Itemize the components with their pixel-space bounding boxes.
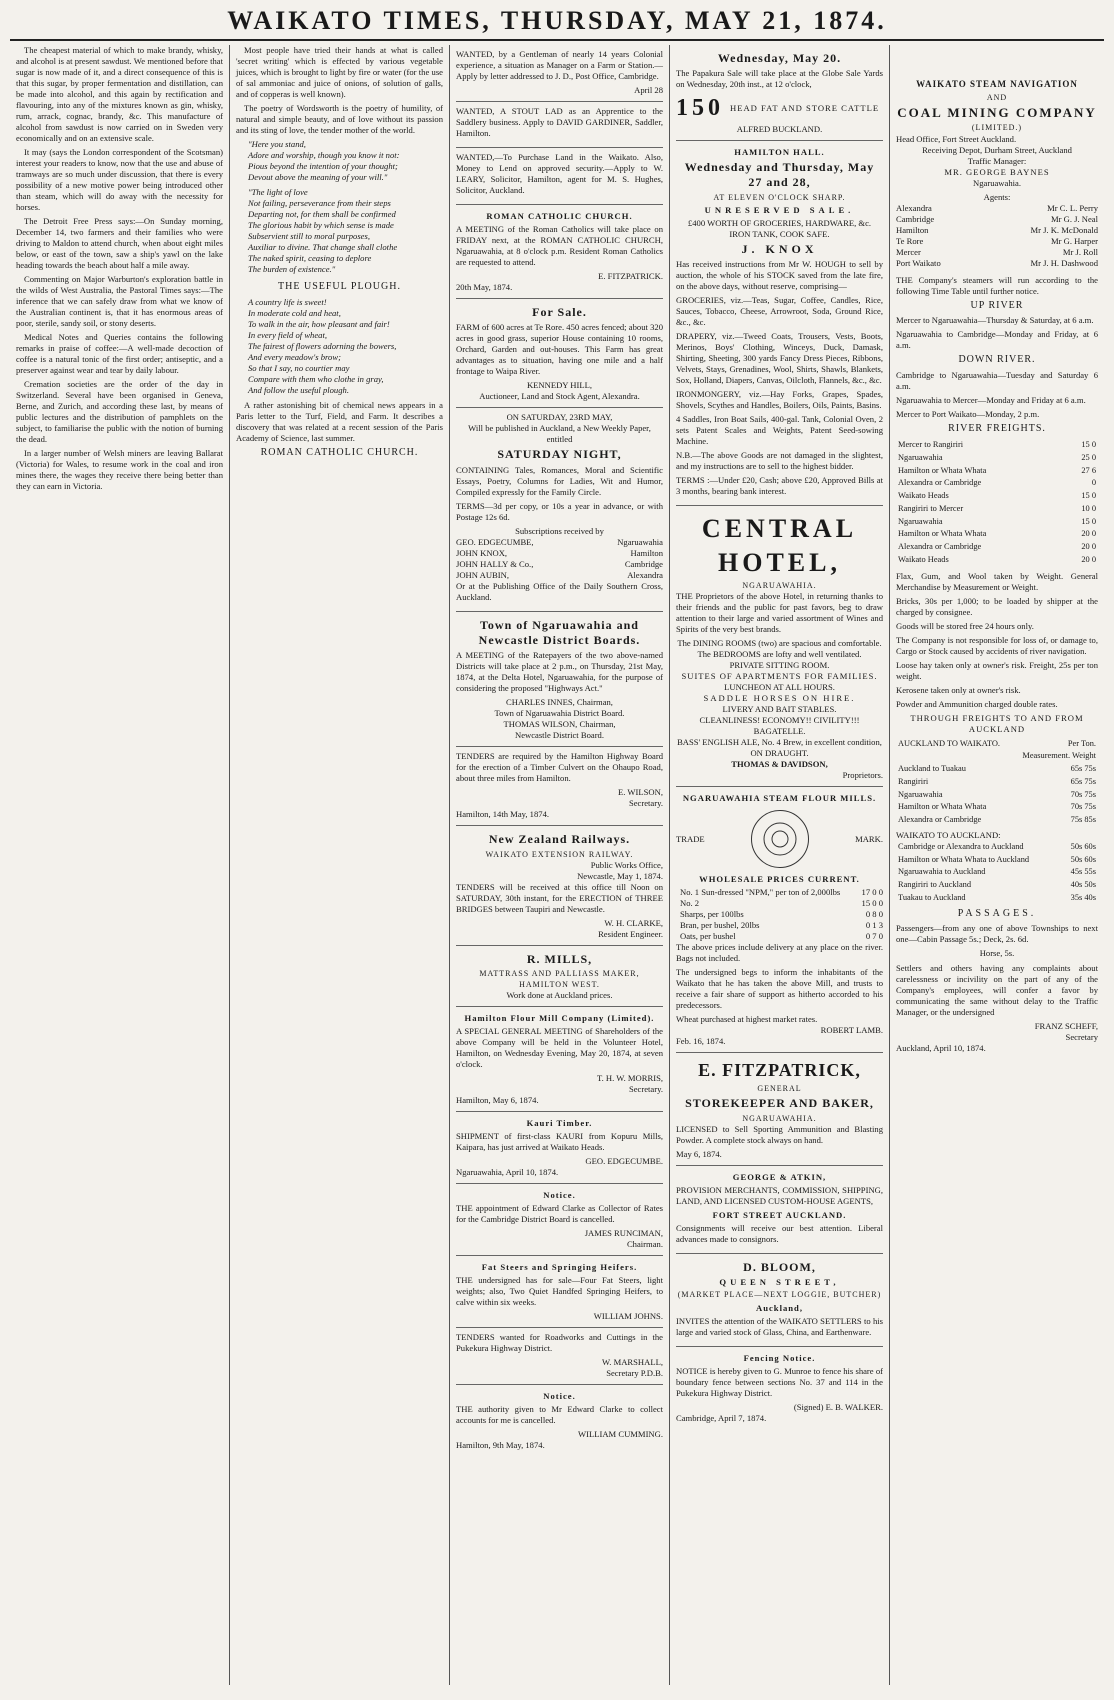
column-5 bbox=[890, 45, 1104, 1685]
table-row: Cambridge or Alexandra to Auckland 50s 60s bbox=[898, 841, 1096, 851]
ad-title: SATURDAY NIGHT, bbox=[497, 447, 622, 462]
ad-date: Wednesday and Thursday, May 27 and 28, bbox=[684, 160, 875, 190]
ad-date: Newcastle, May 1, 1874. bbox=[577, 871, 663, 882]
freight-note: Flax, Gum, and Wool taken by Weight. General Merchandise by Measurement or Weight. bbox=[896, 570, 1098, 592]
ad-title: ROMAN CATHOLIC CHURCH. bbox=[486, 211, 633, 221]
ad-body: The Papakura Sale will take place at the Globe Sale Yards on Wednesday, 20th inst., at 12 o'clock, bbox=[676, 68, 883, 90]
poem-line: And follow the useful plough. bbox=[248, 384, 349, 395]
table-row: Hamilton or Whata Whata 70s 75s bbox=[898, 802, 1096, 812]
timetable-row: Ngaruawahia to Cambridge—Monday and Friday, at 6 a.m. bbox=[896, 329, 1098, 351]
table-row: Hamilton or Whata Whata to Auckland 50s 60s bbox=[898, 854, 1096, 864]
agent-row: Mercer Mr J. Roll bbox=[896, 246, 1098, 257]
poem-line: Auxiliar to divine. That change shall clothe bbox=[248, 242, 398, 252]
table-row: Waikato Heads 15 0 bbox=[898, 491, 1096, 500]
ad-date: Hamilton, 9th May, 1874. bbox=[456, 1439, 545, 1450]
ad-signature: E. FITZPATRICK. bbox=[598, 271, 663, 281]
price-row: Bran, per bushel, 20lbs 0 1 3 bbox=[680, 920, 883, 931]
ad-body: N.B.—The above Goods are not damaged in the slightest, and my instructions are to sell to the highest bidder. bbox=[676, 450, 883, 472]
poem-line: Devout above the meaning of your will." bbox=[248, 172, 388, 182]
ad-body: FARM of 600 acres at Te Rore. 450 acres fenced; about 320 acres in good grass, superior House containing 10 rooms, Orchard, Garden and out-houses. This Farm has great advantages as to situation, having one mile and a half frontage to Waipa River. bbox=[456, 322, 663, 377]
ad-title: Fencing Notice. bbox=[743, 1352, 816, 1363]
table-row: Mercer to Rangiriri 15 0 bbox=[898, 440, 1096, 449]
ad-place: Auckland, bbox=[756, 1302, 803, 1313]
ad-title: Notice. bbox=[543, 1390, 576, 1401]
ad-title: Kauri Timber. bbox=[526, 1117, 593, 1128]
ad-line: Subscriptions received by bbox=[515, 525, 604, 536]
table-row: Ngaruawahia 15 0 bbox=[898, 516, 1096, 526]
agent-row: Port Waikato Mr J. H. Dashwood bbox=[896, 257, 1098, 268]
ad-body: TENDERS wanted for Roadworks and Cuttings in the Pukekura Highway District. bbox=[456, 1331, 663, 1353]
ad-date: Cambridge, April 7, 1874. bbox=[676, 1412, 767, 1423]
price-row: Oats, per bushel 0 7 0 bbox=[680, 931, 883, 942]
ad-line: Receiving Depot, Durham Street, Auckland bbox=[922, 144, 1072, 155]
cattle-description: HEAD FAT AND STORE CATTLE bbox=[730, 103, 880, 114]
poem-line: So that I say, no courtier may bbox=[248, 362, 350, 373]
table-row: Ngaruawahia to Auckland 45s 55s bbox=[898, 867, 1096, 877]
ad-body: The above prices include delivery at any place on the river. Bags not included. bbox=[676, 942, 883, 964]
ad-line: IRON TANK, COOK SAFE. bbox=[729, 229, 830, 240]
poem-title: THE USEFUL PLOUGH. bbox=[278, 281, 401, 292]
ad-body: THE authority given to Mr Edward Clarke to collect accounts for me is cancelled. bbox=[456, 1403, 663, 1425]
column-2 bbox=[230, 45, 450, 1685]
price-row: No. 2 15 0 0 bbox=[680, 898, 883, 909]
ad-signature: ROBERT LAMB. bbox=[820, 1025, 883, 1036]
ad-place: NGARUAWAHIA. bbox=[742, 580, 817, 590]
ad-signature: THOMAS & DAVIDSON, bbox=[731, 759, 828, 770]
poem-line: And every meadow's brow; bbox=[248, 351, 341, 362]
hotel-line: BAGATELLE. bbox=[753, 726, 806, 737]
ad-body: NOTICE is hereby given to G. Munroe to fence his share of boundary fence between sections No. 37 and 114 in the Pukekura Highway District. bbox=[676, 1365, 883, 1398]
poem-line: Subservient still to moral purposes, bbox=[248, 231, 370, 241]
section-heading: ROMAN CATHOLIC CHURCH. bbox=[260, 446, 419, 458]
ad-subtitle: UNRESERVED SALE. bbox=[704, 205, 855, 216]
ad-body: Or at the Publishing Office of the Daily Southern Cross, Auckland. bbox=[456, 580, 663, 602]
poem-line: The fairest of flowers adorning the bowers, bbox=[248, 340, 397, 351]
ad-place: NGARUAWAHIA. bbox=[742, 1113, 817, 1123]
ad-wanted-1 bbox=[456, 45, 663, 102]
freight-note: Bricks, 30s per 1,000; to be loaded by shipper at the charged by consignee. bbox=[896, 595, 1098, 617]
column-1 bbox=[10, 45, 230, 1685]
ad-line: Wheat purchased at highest market rates. bbox=[676, 1014, 818, 1025]
ad-town-boards bbox=[456, 612, 663, 748]
ad-line: Traffic Manager: bbox=[967, 155, 1027, 166]
ad-signature-role: Resident Engineer. bbox=[598, 929, 663, 940]
ad-body: WANTED, A STOUT LAD as an Apprentice to the Saddlery business. Apply to DAVID GARDINER, Saddler, Hamilton. bbox=[456, 106, 663, 138]
ad-signature-role: Proprietors. bbox=[842, 770, 883, 781]
ad-line: Head Office, Fort Street Auckland. bbox=[896, 133, 1017, 144]
ad-body: Work done at Auckland prices. bbox=[506, 989, 613, 1000]
ad-title: Notice. bbox=[543, 1189, 576, 1200]
price-row: No. 1 Sun-dressed "NPM," per ton of 2,000lbs 17 0 0 bbox=[680, 887, 883, 898]
ad-body: IRONMONGERY, viz.—Hay Forks, Grapes, Spades, Shovels, Scythes and Handles, Boilers, Oils, Paints, Basins. bbox=[676, 389, 883, 411]
back-freight-table bbox=[896, 841, 1098, 905]
ad-signature: CHARLES INNES, Chairman, bbox=[506, 697, 613, 708]
table-header: AUCKLAND TO WAIKATO. Per Ton. bbox=[898, 738, 1096, 748]
ad-time: AT ELEVEN O'CLOCK SHARP. bbox=[713, 192, 846, 202]
table-row: Hamilton or Whata Whata 27 6 bbox=[898, 465, 1096, 475]
ad-title: J. KNOX bbox=[741, 242, 818, 257]
article-paragraph: Commenting on Major Warburton's exploration battle in the wilds of West Australia, the Pastoral Times says:—The inference that we can safely draw from what we know of the Australian continent is, that it has enormous areas of poor, sterile, sandy soil, or stony deserts. bbox=[16, 274, 223, 328]
cattle-count: 150 bbox=[676, 95, 724, 122]
section-heading: RIVER FREIGHTS. bbox=[948, 423, 1046, 435]
ad-subtitle: QUEEN STREET, bbox=[719, 1277, 840, 1288]
ad-title: Fat Steers and Springing Heifers. bbox=[481, 1261, 638, 1272]
ad-subtitle: AND bbox=[986, 92, 1008, 102]
hotel-line: LIVERY AND BAIT STABLES. bbox=[722, 704, 837, 715]
article-paragraph: Cremation societies are the order of the day in Switzerland. Several have been organised in Geneva, Berne, and Zurich, and according these last, by means of public lectures and the distribution of pamphlets on the subject, to familiarise the public with the notion of burning the dead. bbox=[16, 379, 223, 444]
cattle-line bbox=[676, 93, 883, 124]
ad-george-atkin bbox=[676, 1166, 883, 1254]
section-heading: WAIKATO TO AUCKLAND: bbox=[896, 829, 1001, 840]
hotel-line: SUITES OF APARTMENTS FOR FAMILIES. bbox=[681, 671, 878, 682]
poem-line: In moderate cold and heat, bbox=[248, 307, 341, 318]
article-paragraph: Most people have tried their hands at what is called 'secret writing' which is effected by various vegetable juices, which is brought to light by fire or water (for the use of sal ammoniac and juice of onions, of solution of galls, and of copperas is well known). bbox=[236, 45, 443, 99]
ad-signature: FRANZ SCHEFF, bbox=[1034, 1021, 1098, 1032]
ad-title: For Sale. bbox=[532, 305, 587, 319]
ad-notice-2 bbox=[456, 1385, 663, 1456]
hotel-line: LUNCHEON AT ALL HOURS. bbox=[724, 682, 835, 693]
poem-line: "Here you stand, bbox=[248, 139, 306, 149]
ad-title: New Zealand Railways. bbox=[488, 832, 631, 847]
ad-subtitle: MATTRASS AND PALLIASS MAKER, bbox=[479, 969, 640, 979]
ad-signature: ALFRED BUCKLAND. bbox=[736, 124, 823, 135]
hotel-line: The BEDROOMS are lofty and well ventilated. bbox=[697, 649, 862, 660]
ad-title: D. BLOOM, bbox=[743, 1260, 816, 1275]
article-paragraph: A rather astonishing bit of chemical news appears in a Paris letter to the Turf, Field, and Farm. It describes a discovery that was related at a recent session of the Paris Academy of Science, last summer. bbox=[236, 399, 443, 443]
ad-signature: (Signed) E. B. WALKER. bbox=[793, 1401, 883, 1412]
ad-body: INVITES the attention of the WAIKATO SETTLERS to his large and varied stock of Glass, China, and Earthenware. bbox=[676, 1315, 883, 1337]
ad-body: TENDERS are required by the Hamilton Highway Board for the erection of a Timber Culvert on the Ohaupo Road, about three miles from Hamilton. bbox=[456, 751, 663, 784]
table-header: Measurement. Weight bbox=[1022, 751, 1096, 761]
price-row: Sharps, per 100lbs 0 8 0 bbox=[680, 909, 883, 920]
ad-title: Hamilton Flour Mill Company (Limited). bbox=[464, 1012, 655, 1023]
ad-signature: T. H. W. MORRIS, bbox=[597, 1072, 663, 1083]
ad-line: Horse, 5s. bbox=[979, 948, 1015, 959]
agent-row: Cambridge Mr G. J. Neal bbox=[896, 213, 1098, 224]
poem-line: Compare with them who clothe in gray, bbox=[248, 373, 384, 384]
table-row: Waikato Heads 20 0 bbox=[898, 554, 1096, 564]
timetable-row: Ngaruawahia to Mercer—Monday and Friday at 6 a.m. bbox=[896, 395, 1086, 406]
poem-line: The burden of existence." bbox=[248, 264, 336, 274]
agent-row: Hamilton Mr J. K. McDonald bbox=[896, 224, 1098, 235]
ad-wanted-3 bbox=[456, 148, 663, 205]
ad-body: TENDERS will be received at this office till Noon on SATURDAY, 30th instant, for the ERECTION of THREE BRIDGES between Taupiri and Newcastle. bbox=[456, 882, 663, 915]
column-3 bbox=[450, 45, 670, 1685]
ad-body: DRAPERY, viz.—Tweed Coats, Trousers, Vests, Boots, Merinos, Boys' Clothing, Winceys, Duck, Damask, Shirting, Sheeting, 300 yards Fancy Dress Pieces, Ribbons, Velvets, Stays, Grenadines, Wool, Shirts, Shawls, Blankets, Sox, Holland, Diapers, Canvas, Oilcloth, Flannels, &c., &c. bbox=[676, 331, 883, 386]
ad-body: The undersigned begs to inform the inhabitants of the Waikato that he has taken the above Mill, and trusts to receive a fair share of support as hitherto accorded to his predecessors. bbox=[676, 967, 883, 1011]
table-row: Alexandra or Cambridge 0 bbox=[898, 478, 1096, 488]
table-row: Ngaruawahia 70s 75s bbox=[898, 789, 1096, 799]
ad-place: FORT STREET AUCKLAND. bbox=[712, 1210, 847, 1221]
ad-signature-role: Chairman. bbox=[626, 1238, 663, 1249]
ad-roman-catholic bbox=[456, 205, 663, 299]
columns bbox=[10, 45, 1104, 1685]
ad-body: CONTAINING Tales, Romances, Moral and Scientific Essays, Poetry, Columns for Ladies, Wit and Humor, Compiled expressly for the Family Circle. bbox=[456, 464, 663, 497]
freight-note: Goods will be stored free 24 hours only. bbox=[896, 620, 1034, 631]
poem-line: In every field of wheat, bbox=[248, 329, 327, 340]
ad-mills bbox=[456, 946, 663, 1007]
article-paragraph: In a larger number of Welsh miners are leaving Ballarat (Victoria) for Wales, to resume work in the coal and iron mines there, the wages they receive there being better than they can earn in Victoria. bbox=[16, 448, 223, 491]
poem-line: "The light of love bbox=[248, 187, 308, 197]
ad-signature: KENNEDY HILL, bbox=[526, 380, 593, 391]
ad-signature: W. MARSHALL, bbox=[601, 1356, 663, 1367]
hotel-line: PRIVATE SITTING ROOM. bbox=[729, 660, 830, 671]
ad-notice bbox=[456, 1184, 663, 1256]
section-heading: THROUGH FREIGHTS TO AND FROM AUCKLAND bbox=[910, 712, 1084, 734]
ad-fencing-notice bbox=[676, 1347, 883, 1429]
section-heading: DOWN RIVER. bbox=[958, 354, 1036, 366]
table-row: Ngaruawahia 25 0 bbox=[898, 452, 1096, 462]
table-row: Rangiriri to Auckland 40s 50s bbox=[898, 880, 1096, 889]
ad-central-hotel bbox=[676, 506, 883, 787]
poem-line: The naked spirit, ceasing to deplore bbox=[248, 253, 372, 263]
ad-date: April 28 bbox=[634, 85, 663, 95]
ad-signature: GEO. EDGECUMBE. bbox=[585, 1155, 663, 1166]
poem-block bbox=[236, 187, 443, 275]
ad-terms: TERMS—3d per copy, or 10s a year in advance, or with Postage 12s 6d. bbox=[456, 500, 663, 522]
table-row: Alexandra or Cambridge 20 0 bbox=[898, 542, 1096, 551]
ad-body: WANTED, by a Gentleman of nearly 14 years Colonial experience, a situation as Manager on a Farm or Station.—Apply by letter addressed to J. D., Post Office, Cambridge. bbox=[456, 49, 663, 81]
ad-signature: WILLIAM CUMMING. bbox=[578, 1428, 663, 1439]
ad-body: GROCERIES, viz.—Teas, Sugar, Coffee, Candles, Rice, Sauces, Tobacco, Cheese, Arrowroot, Soda, Ground Rice, &c., &c. bbox=[676, 295, 883, 328]
ad-title: CENTRAL HOTEL, bbox=[701, 514, 858, 577]
agent-row: Alexandra Mr C. L. Perry bbox=[896, 202, 1098, 213]
poem-block bbox=[236, 297, 443, 396]
section-heading: PASSAGES. bbox=[957, 907, 1037, 919]
timetable-row: Mercer to Port Waikato—Monday, 2 p.m. bbox=[896, 409, 1040, 420]
article-paragraph: The poetry of Wordsworth is the poetry of humility, of natural and simple beauty, and of love without its passion and its sting of love, the tender mother of the world. bbox=[236, 103, 443, 135]
ad-nz-railways bbox=[456, 826, 663, 946]
ad-date: 20th May, 1874. bbox=[456, 282, 513, 292]
freight-note: Kerosene taken only at owner's risk. bbox=[896, 684, 1021, 695]
poem-line: To walk in the air, how pleasant and fair! bbox=[248, 318, 390, 329]
ad-body: THE undersigned has for sale—Four Fat Steers, light weights; also, Two Quiet Handfed Springing Heifers, to calve within six weeks. bbox=[456, 1274, 663, 1307]
trade-mark-seal bbox=[751, 810, 809, 868]
ad-body: THE appointment of Edward Clarke as Collector of Rates for the Cambridge District Board is cancelled. bbox=[456, 1202, 663, 1224]
ad-signature-role: Secretary. bbox=[628, 798, 663, 809]
ad-saturday-night bbox=[456, 408, 663, 611]
ad-signature: THOMAS WILSON, Chairman, bbox=[503, 719, 616, 730]
ad-body: A MEETING of the Ratepayers of the two above-named Districts will take place at 2 p.m., on Thursday, 21st May, 1874, at the Delta Hotel, Ngaruawahia, for the purpose of considering the proposed "Highways Act." bbox=[456, 650, 663, 694]
page-title: WAIKATO TIMES, THURSDAY, MAY 21, 1874. bbox=[227, 6, 887, 35]
freight-note: The Company is not responsible for loss of, or damage to, Cargo or Stock caused by accidents of river navigation. bbox=[896, 634, 1098, 656]
ad-date: May 6, 1874. bbox=[676, 1149, 722, 1160]
column-4 bbox=[670, 45, 890, 1685]
ad-signature-role: Secretary bbox=[1065, 1032, 1098, 1043]
ad-body: THE Company's steamers will run according to the following Time Table until further notice. bbox=[896, 274, 1098, 296]
table-row: Tuakau to Auckland 35s 40s bbox=[898, 892, 1096, 902]
ad-body: A SPECIAL GENERAL MEETING of Shareholders of the above Company will be held in the Volunteer Hotel, Hamilton, on Wednesday Evening, May 20, 1874, at seven o'clock. bbox=[456, 1025, 663, 1069]
ad-signature: W. H. CLARKE, bbox=[604, 918, 663, 929]
ad-signature-role: Town of Ngaruawahia District Board. bbox=[494, 708, 625, 719]
article-paragraph: The Detroit Free Press says:—On Sunday morning, December 14, two farmers and their families who were driving to Maldon to attend church, when about eight miles below, or east of the town, saw a ship's yawl on the lake heading towards the beach about half a mile away. bbox=[16, 216, 223, 270]
ad-fitzpatrick bbox=[676, 1053, 883, 1166]
trade-label: TRADE bbox=[676, 833, 705, 844]
ad-subtitle: STOREKEEPER AND BAKER, bbox=[685, 1096, 874, 1111]
agent-row: Te Rore Mr G. Harper bbox=[896, 235, 1098, 246]
ad-body: PROVISION MERCHANTS, COMMISSION, SHIPPING, LAND, AND LICENSED CUSTOM-HOUSE AGENTS, bbox=[676, 1185, 883, 1207]
agent-row: JOHN AUBIN, Alexandra bbox=[456, 569, 663, 580]
ad-bloom bbox=[676, 1254, 883, 1347]
ad-place: HAMILTON WEST. bbox=[519, 979, 600, 989]
ad-date: Hamilton, May 6, 1874. bbox=[456, 1094, 539, 1105]
table-row: Rangiriri to Mercer 10 0 bbox=[898, 503, 1096, 513]
ad-date: Auckland, April 10, 1874. bbox=[896, 1043, 986, 1054]
freight-note: Loose hay taken only at owner's risk. Freight, 25s per ton weight. bbox=[896, 659, 1098, 681]
agent-row: GEO. EDGECUMBE, Ngaruawahia bbox=[456, 536, 663, 547]
timetable-row: Cambridge to Ngaruawahia—Tuesday and Saturday 6 a.m. bbox=[896, 370, 1098, 392]
ad-line: £400 WORTH OF GROCERIES, HARDWARE, &c. bbox=[687, 218, 872, 229]
ad-signature-role: Newcastle District Board. bbox=[514, 730, 604, 741]
ad-papakura-sale bbox=[676, 45, 883, 141]
agent-row: JOHN HALLY & Co., Cambridge bbox=[456, 558, 663, 569]
ad-subtitle: WAIKATO EXTENSION RAILWAY. bbox=[485, 849, 634, 859]
ad-body: LICENSED to Sell Sporting Ammunition and Blasting Powder. A complete stock always on hand. bbox=[676, 1124, 883, 1146]
section-heading: UP RIVER bbox=[970, 299, 1024, 311]
poem-block bbox=[236, 139, 443, 183]
ad-subtitle: GENERAL bbox=[757, 1084, 802, 1094]
ad-for-sale bbox=[456, 299, 663, 408]
ad-subtitle: WHOLESALE PRICES CURRENT. bbox=[699, 874, 860, 885]
freight-note: Powder and Ammunition charged double rates. bbox=[896, 698, 1058, 709]
ad-steam-flour-mills bbox=[676, 787, 883, 1053]
ad-signature: E. WILSON, bbox=[618, 787, 663, 798]
ad-title: COAL MINING COMPANY bbox=[897, 104, 1097, 120]
trade-mark-row bbox=[676, 806, 883, 872]
ad-body: WANTED,—To Purchase Land in the Waikato. Also, Money to Lend on approved security.—Apply to W. LEARY, Solicitor, Hamilton, agent for M. S. Hughes, Solicitor, Auckland. bbox=[456, 152, 663, 195]
article-paragraph: It may (says the London correspondent of the Scotsman) interest your readers to know, now that the use and abuse of tramways are so much under discussion, that there is every possibility of a new motive power being introduced other than steam, which will do away with the necessity for horses. bbox=[16, 147, 223, 212]
ad-subtitle: (LIMITED.) bbox=[971, 123, 1023, 133]
ad-subtitle: (MARKET PLACE—NEXT LOGGIE, BUTCHER) bbox=[677, 1290, 882, 1300]
ad-tenders-2 bbox=[456, 1328, 663, 1385]
ad-hamilton-hall bbox=[676, 141, 883, 506]
masthead bbox=[10, 6, 1104, 41]
ad-body: Passengers—from any one of above Townships to next one—Cabin Passage 5s.; Deck, 2s. 6d. bbox=[896, 923, 1098, 945]
ad-line: MR. GEORGE BAYNES bbox=[944, 166, 1050, 177]
ad-signature-role: Secretary P.D.B. bbox=[606, 1367, 663, 1378]
ad-date: Ngaruawahia, April 10, 1874. bbox=[456, 1166, 559, 1177]
ad-line: Public Works Office, bbox=[590, 860, 663, 871]
ad-date: Feb. 16, 1874. bbox=[676, 1036, 726, 1047]
ad-line: Will be published in Auckland, a New Weekly Paper, entitled bbox=[468, 423, 651, 445]
ad-title: GEORGE & ATKIN, bbox=[732, 1172, 827, 1183]
table-row: Rangiriri 65s 75s bbox=[898, 776, 1096, 786]
hotel-line: BASS' ENGLISH ALE, No. 4 Brew, in excellent condition, ON DRAUGHT. bbox=[677, 737, 882, 759]
ad-wanted-2 bbox=[456, 102, 663, 148]
agent-row: JOHN KNOX, Hamilton bbox=[456, 547, 663, 558]
ad-title: Town of Ngaruawahia and Newcastle District Boards. bbox=[478, 617, 641, 648]
ad-title: NGARUAWAHIA STEAM FLOUR MILLS. bbox=[682, 793, 877, 804]
table-row: Alexandra or Cambridge 75s 85s bbox=[898, 815, 1096, 824]
ad-title: WAIKATO STEAM NAVIGATION bbox=[916, 79, 1078, 89]
ad-terms: TERMS :—Under £20, Cash; above £20, Approved Bills at 3 months, bearing bank interest. bbox=[676, 475, 883, 497]
article-paragraph: The cheapest material of which to make brandy, whisky, and alcohol is at present sawdust. We mentioned before that sugar is now made of it, and a direct consequence of this is that this sugar, by proper fermentation and distillation, can be made into alcohol, and this again by rectification and flavouring, into any of the mixtures known as gin, whisky, rum, arrack, cognac, brandy, &c. This manufacture of alcohol from sawdust is now carried on in Sweden very economically and on an extensive scale. bbox=[16, 45, 223, 143]
poem-line: Departing not, for them shall be confirmed bbox=[248, 209, 396, 219]
ad-body: SHIPMENT of first-class KAURI from Kopuru Mills, Kaipara, has just arrived at Waikato Heads. bbox=[456, 1130, 663, 1152]
poem-line: Not failing, perseverance from their steps bbox=[248, 198, 391, 208]
ad-title: Wednesday, May 20. bbox=[717, 51, 842, 65]
ad-body: Has received instructions from Mr W. HOUGH to sell by auction, the whole of his STOCK saved from the late fire, on the above days, without reserve, comprising— bbox=[676, 259, 883, 292]
through-freight-table bbox=[896, 738, 1098, 827]
ad-date: ON SATURDAY, 23RD MAY, bbox=[506, 412, 613, 423]
mark-label: MARK. bbox=[855, 833, 883, 844]
ad-tenders bbox=[456, 747, 663, 826]
timetable-row: Mercer to Ngaruawahia—Thursday & Saturday, at 6 a.m. bbox=[896, 315, 1094, 326]
ad-date: Hamilton, 14th May, 1874. bbox=[456, 809, 550, 820]
ad-signature-role: Secretary. bbox=[628, 1083, 663, 1094]
ad-signature: WILLIAM JOHNS. bbox=[593, 1310, 663, 1321]
table-row: Hamilton or Whata Whata 20 0 bbox=[898, 529, 1096, 539]
hotel-line: The DINING ROOMS (two) are spacious and comfortable. bbox=[677, 638, 882, 649]
hotel-line: CLEANLINESS! ECONOMY!! CIVILITY!!! bbox=[699, 715, 860, 726]
poem-line: Pious beyond the intention of your thought; bbox=[248, 161, 398, 171]
ad-signature-role: Auctioneer, Land and Stock Agent, Alexandra. bbox=[479, 391, 640, 402]
ad-body: THE Proprietors of the above Hotel, in returning thanks to their friends and the public for past favors, beg to draw attention to their large and varied assortment of Wines and Spirits of the very best brands. bbox=[676, 591, 883, 635]
ad-title: R. MILLS, bbox=[526, 952, 593, 967]
article-paragraph: Medical Notes and Queries contains the following remarks in praise of coffee:—A well-made decoction of coffee is a natural tonic of the first order; antiseptic, and a preserver against wear and tear by daily labour. bbox=[16, 332, 223, 375]
ad-line: Agents: bbox=[983, 191, 1011, 202]
ad-body: Settlers and others having any complaints about carelessness or incivility on the part of any of the Company's employees, will confer a favor by communicating the same without delay to the Traffic Manager, or the undersigned bbox=[896, 963, 1098, 1018]
ad-signature: JAMES RUNCIMAN, bbox=[584, 1227, 663, 1238]
ad-kauri bbox=[456, 1112, 663, 1184]
freight-table bbox=[896, 439, 1098, 567]
ad-body: 4 Saddles, Iron Boat Sails, 400-gal. Tank, Colonial Oven, 2 sets Patent Scales and Weights, Patent Seed-sowing Machine. bbox=[676, 414, 883, 447]
ad-fat-steers bbox=[456, 1256, 663, 1328]
poem-line: A country life is sweet! bbox=[248, 296, 327, 307]
ad-steam-navigation bbox=[896, 45, 1098, 1059]
ad-body: Consignments will receive our best attention. Liberal advances made to consignors. bbox=[676, 1223, 883, 1245]
hotel-line: SADDLE HORSES ON HIRE. bbox=[703, 693, 856, 704]
table-row: Auckland to Tuakau 65s 75s bbox=[898, 764, 1096, 773]
ad-title: E. FITZPATRICK, bbox=[698, 1060, 861, 1081]
poem-line: The glorious habit by which sense is made bbox=[248, 220, 394, 230]
poem-line: Adore and worship, though you know it not: bbox=[248, 150, 400, 160]
ad-place: Ngaruawahia. bbox=[973, 177, 1021, 188]
ad-flour-mill bbox=[456, 1007, 663, 1112]
ad-title: HAMILTON HALL. bbox=[734, 147, 825, 158]
ad-body: A MEETING of the Roman Catholics will take place on FRIDAY next, at the ROMAN CATHOLIC CHURCH, Ngaruawahia, at 8 o'clock p.m. Resident Roman Catholics are requested to attend. bbox=[456, 224, 663, 267]
